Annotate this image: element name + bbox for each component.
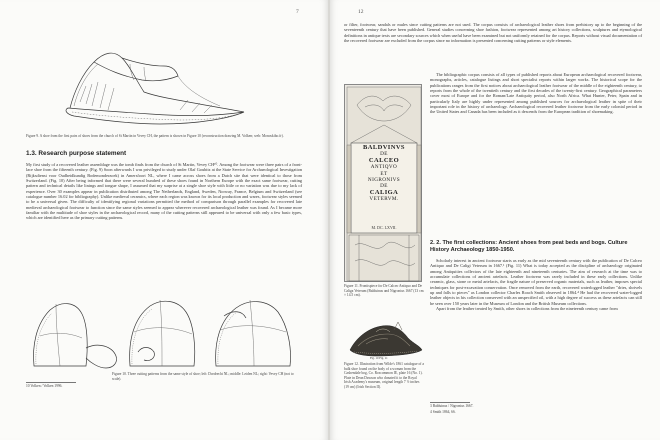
figure12-plate-label: Fig. 10 Fig. 11 [370, 356, 388, 360]
figure11-frontispiece [344, 84, 422, 282]
frontis-line-9: VETERVM. [369, 196, 399, 203]
left-page-number: 7 [296, 9, 299, 15]
bibliographic-corpus-paragraph [430, 72, 642, 115]
footnote-10: 10 Volken / Volken 1996. [26, 384, 63, 388]
right-page-number: 12 [358, 9, 364, 15]
pattern-dordrecht [34, 304, 117, 368]
figure9-shoe-drawing [60, 40, 250, 130]
first-collections-text-2: Apart from the leather treated by Smith, other shoes in collections from the nineteenth century came from [436, 306, 618, 312]
corpus-intro-text: or filter, footwear, sandals or mules since cutting patterns are not used. The corpus consists of archaeological leather shoes from prehistory up to the beginning of the seventeenth century that have been published. General studies concerning shoe fashion, footwear represented among art history collections, sculptures and etymological definitions in antique texts are secondary sources which when useful have been examined but not uniformly retained for the corpus. Reports without visual documentation of the recovered footwear are excluded from the corpus since no information is presented concerning cutting patterns or style elements. [344, 22, 642, 44]
figure12-shoe-illustration [346, 316, 424, 358]
footnote-4: 4 Smith 1864, 66. [430, 410, 456, 414]
paragraph-text: My first study of a recovered leather assemblage was the tomb finds from the church of St Martin, Vevey CH¹⁰. Among the footwear were three pairs of a front-lace shoe from the fifteenth century. (Fig. 9) Soon afterwards I was privileged to study under Olaf Goubitz at the State Service for Archaeological Investigation (Rijksdienst voor Oudheidkundig Bodemonderzoek) in Amersfoort NL, where I came across shoes from a Dutch site that were identical to those from Switzerland. (Fig. 10) After being informed that there were several hundred of these shoes found in Northern Europe with the exact same footwear, cutting pattern and technical details like linings and tongue shape, I assumed that my surprise at a single shoe style with little or no variation was due to my lack of experience. Over 30 examples appear in publication distributed among The Netherlands, England, Sweden, Norway, France, Belgium and Switzerland (see catalogue number 16.02 for bibliography). Unlike medieval ceramics, where each region was known for its local production and wares, footwear styles seemed to be a universal given. The difficulty of identifying regional variations permitted the method of comparison through parallel examples for recovered late medieval archaeological footwear to function since the same styles seemed to appear wherever recovered archaeological leather was found. As I became more familiar with the multitude of shoe styles in the archaeological record, many of the cutting patterns still appeared to be universal with only a few basic types, which are identified here as the primary cutting patterns. [26, 162, 302, 221]
pattern-leiden [130, 300, 195, 366]
right-footnote-rule [430, 402, 470, 403]
frontispiece-title [354, 145, 414, 203]
frontis-line-6: NIGRONIVS [367, 177, 401, 184]
frontis-line-7: DE [380, 183, 388, 190]
frontis-line-3: CALCEO [368, 156, 400, 164]
figure10-cutting-patterns [26, 296, 302, 372]
frontis-line-8: CALIGA [369, 188, 399, 196]
figure11-caption: Figure 11. Frontispiece for De Calceo Antiquo and De Caliga Veterum (Balduinus and Nigronius 1667 (13 cm × 14.5 cm). [344, 284, 424, 298]
frontis-line-5: ET [380, 170, 388, 177]
first-collections-text-1: Scholarly interest in ancient footwear starts as early as the mid seventeenth century with the publication of De Calceo Antiquo and De Caligi Veterum in 1667.¹ (Fig. 11) What is today accepted as the discipline of archaeology originated among Antiquities collectors of the late eighteenth and nineteenth centuries. The aim of research at the time was to accumulate collections of ancient artefacts. Leather footwear was rarely included in these early collections. Unlike ceramic, glass, stone or metal artefacts, the fragile nature of preserved organic materials, such as leather, imposes special techniques for post-excavation conservation. Once removed from the earth, recovered waterlogged leather "dries, shrivels up and falls to pieces" as London collector Charles Roach Smith observed in 1864.⁴ He had the recovered water-logged leather objects in his collection conserved with an unspecified oil, with a high degree of success as these artefacts can still be seen over 150 years later in the Museum of London and the British Museum collections. [430, 258, 642, 306]
figure9-caption: Figure 9. A shoe from the first pairs of shoes from the church of St Martin in Vevey CH, the pattern is shown in Figure 10 (reconstruction drawing M. Volken; web: Monoskibo.fr). [26, 134, 284, 138]
figure10-caption: Figure 10. Three cutting patterns from the same style of shoe; left: Dordrecht NL; middle: Leiden NL; right: Vevey CH (not to scale). [112, 372, 294, 381]
pattern-vevey [216, 300, 291, 366]
frontis-line-1: BALDVINVS [363, 144, 405, 151]
footnote-rule [26, 382, 76, 383]
left-page [0, 0, 328, 440]
section-heading-2-2: 2. 2. The first collections: Ancient shoes from peat beds and bogs. Culture History Archaeology 1850-1950. [430, 240, 628, 254]
figure12-caption: Figure 12. Illustration from Wilde's 1861 catalogue of a bulk shoe found on the body of a woman from the Cashendale bog, Co. Roscommon IE, plate 16 (No. 1). Plate in Dean Dawson who donated it to the Royal Irish Academy's museum, original length 7 ½ inches (19 cm) (Irish Section II). [344, 362, 424, 389]
research-purpose-paragraph [26, 162, 302, 221]
right-page [330, 0, 660, 440]
frontis-line-4: ANTIQVO [370, 164, 398, 171]
first-collections-paragraphs [430, 258, 642, 311]
frontispiece-year: M. DC. LXVII. [371, 225, 397, 230]
corpus-intro-paragraph [344, 22, 642, 43]
bibliographic-corpus-text: The bibliographic corpus consists of all types of published reports about European archaeological recovered footwear, monographs, articles, catalogue listings and short specialist reports within larger works. The historical scope for the publications ranges from the first notices about archaeological leather footwear of the middle of the eighteenth century, to reports from the whole of the twentieth century and the first decades of the twenty-first century. Geographical parameters cover most of Europe and for the Roman/Late Antiquity period, also North Africa. What Hunter, Peter, Spain and in particularly Italy are highly under represented among published sources for archaeological leather in spite of their important role in the history of archaeology. Archaeological recovered leather footwear from the early colonial period in the United States and Canada has been included as it descends from the European tradition of shoemaking. [430, 72, 642, 115]
section-heading-1-3: 1.3. Research purpose statement [26, 150, 127, 157]
frontis-line-2: DE [380, 151, 388, 158]
footnote-3: 3 Balduinus / Nigronius 1667. [430, 404, 474, 408]
